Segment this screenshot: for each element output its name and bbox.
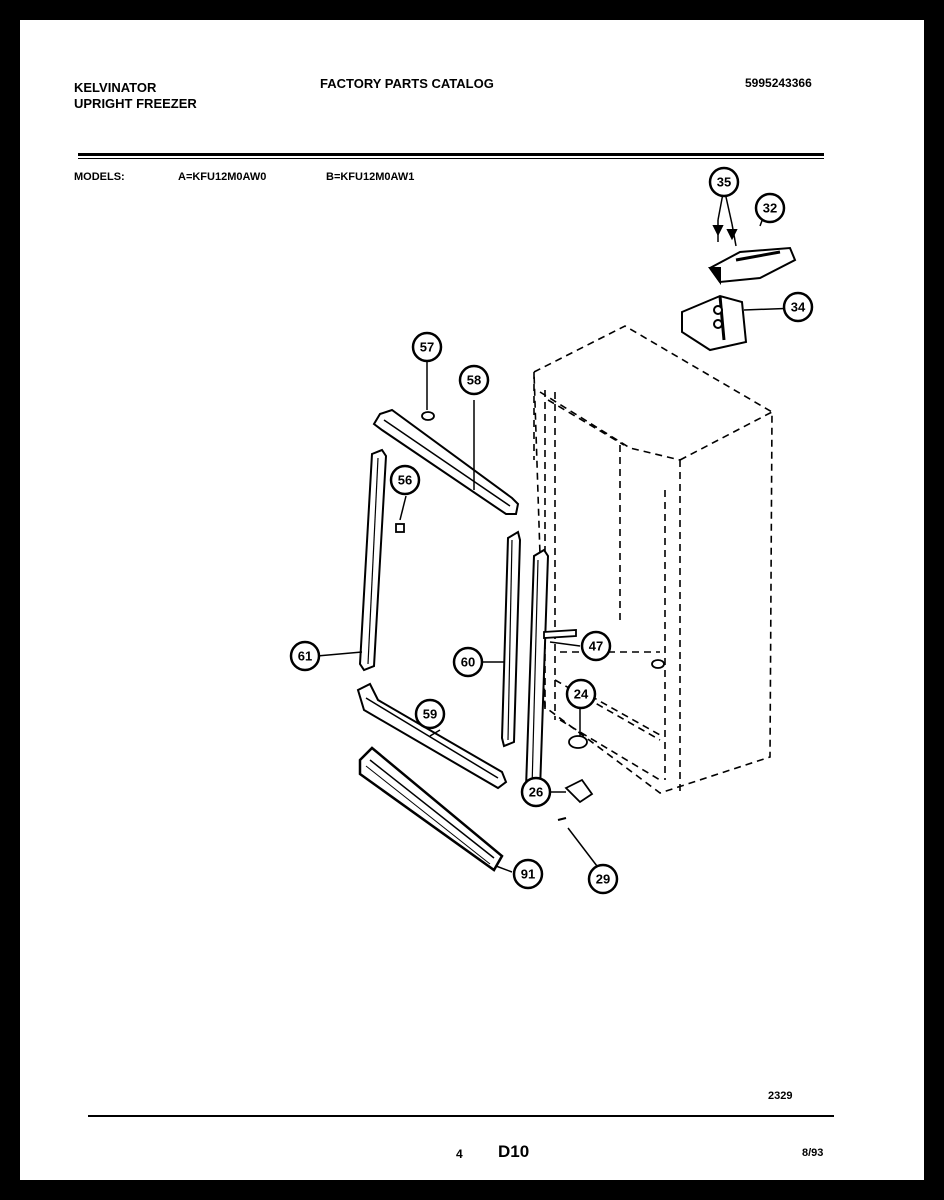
callout-26-label: 26: [528, 784, 544, 800]
callout-58-label: 58: [466, 372, 482, 388]
revision-date: 8/93: [802, 1147, 824, 1159]
callout-26: [522, 778, 550, 806]
gasket-top: [374, 410, 518, 514]
top-hinge: [682, 220, 795, 350]
callout-56: [391, 466, 419, 494]
callout-47-label: 47: [588, 638, 604, 654]
callout-47: [582, 632, 610, 660]
catalog-title: FACTORY PARTS CATALOG: [320, 76, 494, 91]
brand-name: KELVINATOR: [74, 80, 157, 95]
callout-61-label: 61: [297, 648, 313, 664]
callout-24-label: 24: [573, 686, 589, 702]
callout-32-label: 32: [762, 200, 778, 216]
catalog-page: [20, 20, 924, 1180]
callout-24: [567, 680, 595, 708]
footer-rule: [88, 1115, 834, 1117]
callout-58: [460, 366, 488, 394]
callout-34-label: 34: [790, 299, 806, 315]
callout-29: [589, 865, 617, 893]
drawing-code: 2329: [768, 1090, 793, 1102]
callout-57: [413, 333, 441, 361]
callout-56-label: 56: [397, 472, 413, 488]
callout-35: [710, 168, 738, 196]
models-label: MODELS:: [74, 171, 125, 183]
callout-29-label: 29: [595, 871, 611, 887]
gasket-right: [502, 532, 520, 746]
callout-61: [291, 642, 319, 670]
cabinet-outline: [534, 326, 772, 793]
callout-35-label: 35: [716, 174, 732, 190]
part-number: 5995243366: [745, 76, 812, 90]
callout-91: [514, 860, 542, 888]
callout-59: [416, 700, 444, 728]
door-strip: [526, 550, 548, 794]
callout-34: [784, 293, 812, 321]
exploded-parts-diagram: [20, 20, 924, 1180]
callout-59-label: 59: [422, 706, 438, 722]
callout-91-label: 91: [520, 866, 536, 882]
model-b: B=KFU12M0AW1: [326, 171, 415, 183]
page-number: 4: [456, 1147, 463, 1161]
model-a: A=KFU12M0AW0: [178, 171, 267, 183]
callout-60: [454, 648, 482, 676]
callout-32: [756, 194, 784, 222]
product-type: UPRIGHT FREEZER: [74, 96, 197, 111]
gasket-left: [360, 450, 386, 670]
section-code: D10: [498, 1142, 530, 1161]
callout-60-label: 60: [460, 654, 476, 670]
callout-57-label: 57: [419, 339, 435, 355]
